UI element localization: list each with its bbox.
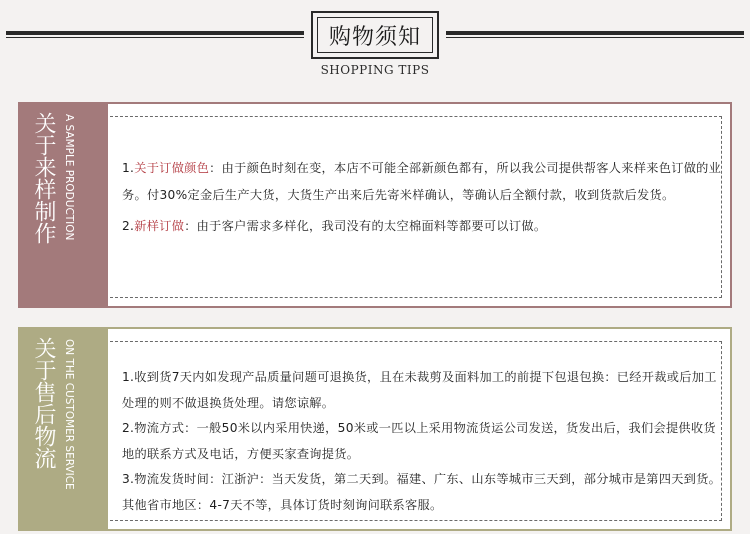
header-rule-left xyxy=(6,31,304,35)
section-content xyxy=(122,365,722,518)
list-item xyxy=(122,213,722,240)
section-side-title: 关于售后物流 xyxy=(31,337,56,469)
section-side-banner xyxy=(18,327,108,531)
section-customer-service xyxy=(18,327,732,531)
section-panel xyxy=(108,327,732,531)
section-sample-production xyxy=(18,102,732,308)
page-subtitle: SHOPPING TIPS xyxy=(320,63,430,77)
dashed-border-top xyxy=(110,341,722,342)
title-frame xyxy=(311,11,439,59)
list-item: 1.收到货7天内如发现产品质量问题可退换货，且在未裁剪及面料加工的前提下包退包换：已经开裁或后加工处理的则不做退换货处理。请您谅解。 xyxy=(122,370,717,410)
item-number: 2. xyxy=(122,219,135,233)
item-text: ：由于颜色时刻在变，本店不可能全部新颜色都有，所以我公司提供帮客人来样来色订做的业务。付30%定金后生产大货，大货生产出来后先寄米样确认，等确认后全额付款，收到货款后发货。 xyxy=(122,161,722,202)
section-side-banner xyxy=(18,102,108,308)
list-item: 2.物流方式：一般50米以内采用快递，50米或一匹以上采用物流货运公司发送，货发出后，我们会提供收货地的联系方式及电话，方便买家查询提货。 xyxy=(122,421,716,461)
dashed-border-top xyxy=(110,116,722,117)
dashed-border-bottom xyxy=(110,520,722,521)
item-highlight: 关于订做颜色 xyxy=(134,161,210,175)
page-title: 购物须知 xyxy=(317,17,433,53)
item-number: 1. xyxy=(122,161,135,175)
section-side-subtitle: ON THE CUSTOMER SERVICE xyxy=(63,339,75,490)
section-side-title: 关于来样制作 xyxy=(31,112,56,244)
section-content xyxy=(122,155,722,240)
list-item xyxy=(122,155,722,209)
item-text: ：由于客户需求多样化，我司没有的太空棉面料等都要可以订做。 xyxy=(184,219,547,233)
section-panel xyxy=(108,102,732,308)
header-rule-right xyxy=(446,31,744,35)
item-highlight: 新样订做 xyxy=(134,219,185,233)
section-side-subtitle: A SAMPLE PRODUCTION xyxy=(63,114,75,241)
dashed-border-bottom xyxy=(110,297,722,298)
list-item: 3.物流发货时间：江浙沪：当天发货，第二天到。福建、广东、山东等城市三天到，部分城市是第四天到货。其他省市地区：4-7天不等，具体订货时刻询问联系客服。 xyxy=(122,472,722,512)
